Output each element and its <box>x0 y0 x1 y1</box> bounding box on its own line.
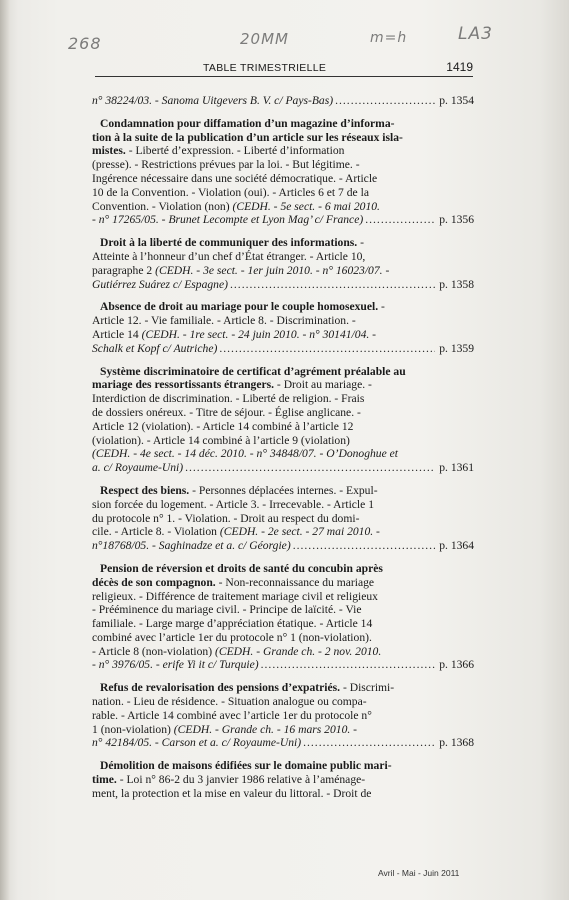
index-entry <box>92 300 474 355</box>
entry-text: Article 12 (violation). - Article 14 combiné à l’article 12 <box>92 419 354 433</box>
entry-citation: Schalk et Kopf c/ Autriche) <box>92 341 218 355</box>
entry-citation: - n° 3976/05. - erife Yi it c/ Turquie) <box>92 658 259 672</box>
page-ref: p. 1358 <box>439 277 474 291</box>
entry-citation: (CEDH. - 4e sect. - 14 déc. 2010. - n° 34848/07. - O’Donoghue et <box>92 447 399 461</box>
entry-text: religieux. - Différence de traitement mariage civil et religieux <box>92 589 378 603</box>
entry-heading: tion à la suite de la publication d’un article sur les réseaux isla- <box>92 130 403 144</box>
entry-heading: time. <box>92 773 117 787</box>
entry-text: n° 38224/03. - Sanoma Uitgevers B. V. c/ Pays-Bas) <box>92 94 334 107</box>
entry-text: (violation). - Article 14 combiné à l’article 9 (violation) <box>92 433 350 447</box>
entry-text: du protocole n° 1. - Violation. - Droit au respect du domi- <box>92 511 360 525</box>
index-entry <box>92 365 474 475</box>
entry-text: nation. - Lieu de résidence. - Situation analogue ou compa- <box>92 695 367 709</box>
handwritten-note-1: 268 <box>68 34 102 53</box>
binding-shadow <box>0 0 10 900</box>
entry-text: Convention. - Violation (non) <box>92 199 233 213</box>
leader-dots <box>185 461 435 475</box>
entry-heading: mariage des ressortissants étrangers. <box>92 378 275 392</box>
entry-citation: (CEDH. - 2e sect. - 27 mai 2010. - <box>219 525 380 539</box>
entry-citation: Gutiérrez Suárez c/ Espagne) <box>92 277 228 291</box>
index-entry <box>92 484 474 553</box>
entry-text: - Droit au mariage. - <box>274 378 372 392</box>
entry-citation: (CEDH. - Grande ch. - 16 mars 2010. - <box>173 722 358 736</box>
leader-dots <box>293 539 436 553</box>
page-ref: p. 1366 <box>439 658 474 672</box>
handwritten-note-2: 20MM <box>240 30 289 48</box>
index-entry <box>92 236 474 291</box>
leader-dots <box>365 213 435 227</box>
entry-text: (presse). - Restrictions prévues par la loi. - But légitime. - <box>92 158 360 172</box>
entry-heading: décès de son compagnon. <box>92 575 216 589</box>
index-entry <box>92 94 474 108</box>
page-ref: p. 1364 <box>439 539 474 553</box>
entry-text: sion forcée du logement. - Article 3. - Irrecevable. - Article 1 <box>92 497 374 511</box>
entry-heading: Pension de réversion et droits de santé du concubin après <box>100 561 383 575</box>
entry-heading: Absence de droit au mariage pour le couple homosexuel. <box>100 300 379 314</box>
entry-heading: Condamnation pour diffamation d’un magazine d’informa- <box>100 116 395 130</box>
entry-heading: Refus de revalorisation des pensions d’expatriés. <box>100 681 341 695</box>
index-entry <box>92 759 474 800</box>
entry-text: - Non-reconnaissance du mariage <box>215 575 375 589</box>
entry-text: rable. - Article 14 combiné avec l’article 1er du protocole n° <box>92 708 372 722</box>
entry-text: - Personnes déplacées internes. - Expul- <box>189 483 378 497</box>
entry-text: - Discrimi- <box>340 681 395 695</box>
index-entry <box>92 681 474 750</box>
page-ref: p. 1356 <box>439 213 474 227</box>
header-title: TABLE TRIMESTRIELLE <box>203 62 327 74</box>
handwritten-note-3: m=h <box>370 30 408 46</box>
index-entry <box>92 117 474 227</box>
entry-text: combiné avec l’article 1er du protocole n° 1 (non-violation). <box>92 630 372 644</box>
leader-dots <box>261 658 436 672</box>
entry-text: ment, la protection et la mise en valeur du littoral. - Droit de <box>92 786 372 800</box>
page-ref: p. 1361 <box>439 461 474 475</box>
handwritten-note-4: LA3 <box>458 24 493 44</box>
entry-citation: (CEDH. - 1re sect. - 24 juin 2010. - n° 30141/04. - <box>141 327 377 341</box>
page-ref: p. 1368 <box>439 736 474 750</box>
entry-text: Ingérence nécessaire dans une société démocratique. - Article <box>92 171 378 185</box>
entry-text: Article 12. - Vie familiale. - Article 8. - Discrimination. - <box>92 314 356 328</box>
entry-citation: n° 42184/05. - Carson et a. c/ Royaume-Uni) <box>92 736 302 750</box>
entry-text: - <box>378 300 385 314</box>
header-page-number: 1419 <box>446 60 473 74</box>
entry-text: Article 14 <box>92 327 142 341</box>
entry-text: - Liberté d’expression. - Liberté d’information <box>125 144 345 158</box>
entry-heading: Droit à la liberté de communiquer des informations. <box>100 236 358 250</box>
entry-text: de dossiers onéreux. - Titre de séjour. - Église anglicane. - <box>92 405 361 419</box>
entry-text: Interdiction de discrimination. - Liberté de religion. - Frais <box>92 392 365 406</box>
page-ref: p. 1354 <box>439 94 474 107</box>
entry-citation: (CEDH. - 5e sect. - 6 mai 2010. <box>232 199 380 213</box>
entry-text: - Article 8 (non-violation) <box>92 644 215 658</box>
entry-heading: Démolition de maisons édifiées sur le domaine public mari- <box>100 759 392 773</box>
entry-heading: Respect des biens. <box>100 483 190 497</box>
page-ref: p. 1359 <box>439 341 474 355</box>
entry-citation: a. c/ Royaume-Uni) <box>92 461 184 475</box>
entry-citation: (CEDH. - Grande ch. - 2 nov. 2010. <box>215 644 382 658</box>
footer-issue: Avril - Mai - Juin 2011 <box>378 868 460 878</box>
leader-dots <box>230 278 435 292</box>
entry-text: 10 de la Convention. - Violation (oui). - Articles 6 et 7 de la <box>92 185 369 199</box>
entry-heading: Système discriminatoire de certificat d’agrément préalable au <box>100 364 406 378</box>
entry-text: cile. - Article 8. - Violation <box>92 525 220 539</box>
entry-citation: n°18768/05. - Saghinadze et a. c/ Géorgie) <box>92 539 291 553</box>
leader-dots <box>335 94 435 108</box>
entry-citation: - n° 17265/05. - Brunet Lecompte et Lyon Mag’ c/ France) <box>92 213 364 227</box>
entry-text: Atteinte à l’honneur d’un chef d’État étranger. - Article 10, <box>92 249 366 263</box>
leader-dots <box>303 736 435 750</box>
entry-heading: mistes. <box>92 144 126 158</box>
entry-text: paragraphe 2 <box>92 263 156 277</box>
entry-text: - Prééminence du mariage civil. - Principe de laïcité. - Vie <box>92 603 362 617</box>
entry-text: familiale. - Large marge d’appréciation étatique. - Article 14 <box>92 617 373 631</box>
entry-text: 1 (non-violation) <box>92 722 174 736</box>
running-header <box>95 58 473 77</box>
index-list <box>92 94 474 810</box>
entry-citation: (CEDH. - 3e sect. - 1er juin 2010. - n° 16023/07. - <box>155 263 390 277</box>
entry-text: - Loi n° 86-2 du 3 janvier 1986 relative à l’aménage- <box>116 773 366 787</box>
leader-dots <box>219 342 435 356</box>
index-entry <box>92 562 474 672</box>
entry-text: - <box>357 236 364 250</box>
